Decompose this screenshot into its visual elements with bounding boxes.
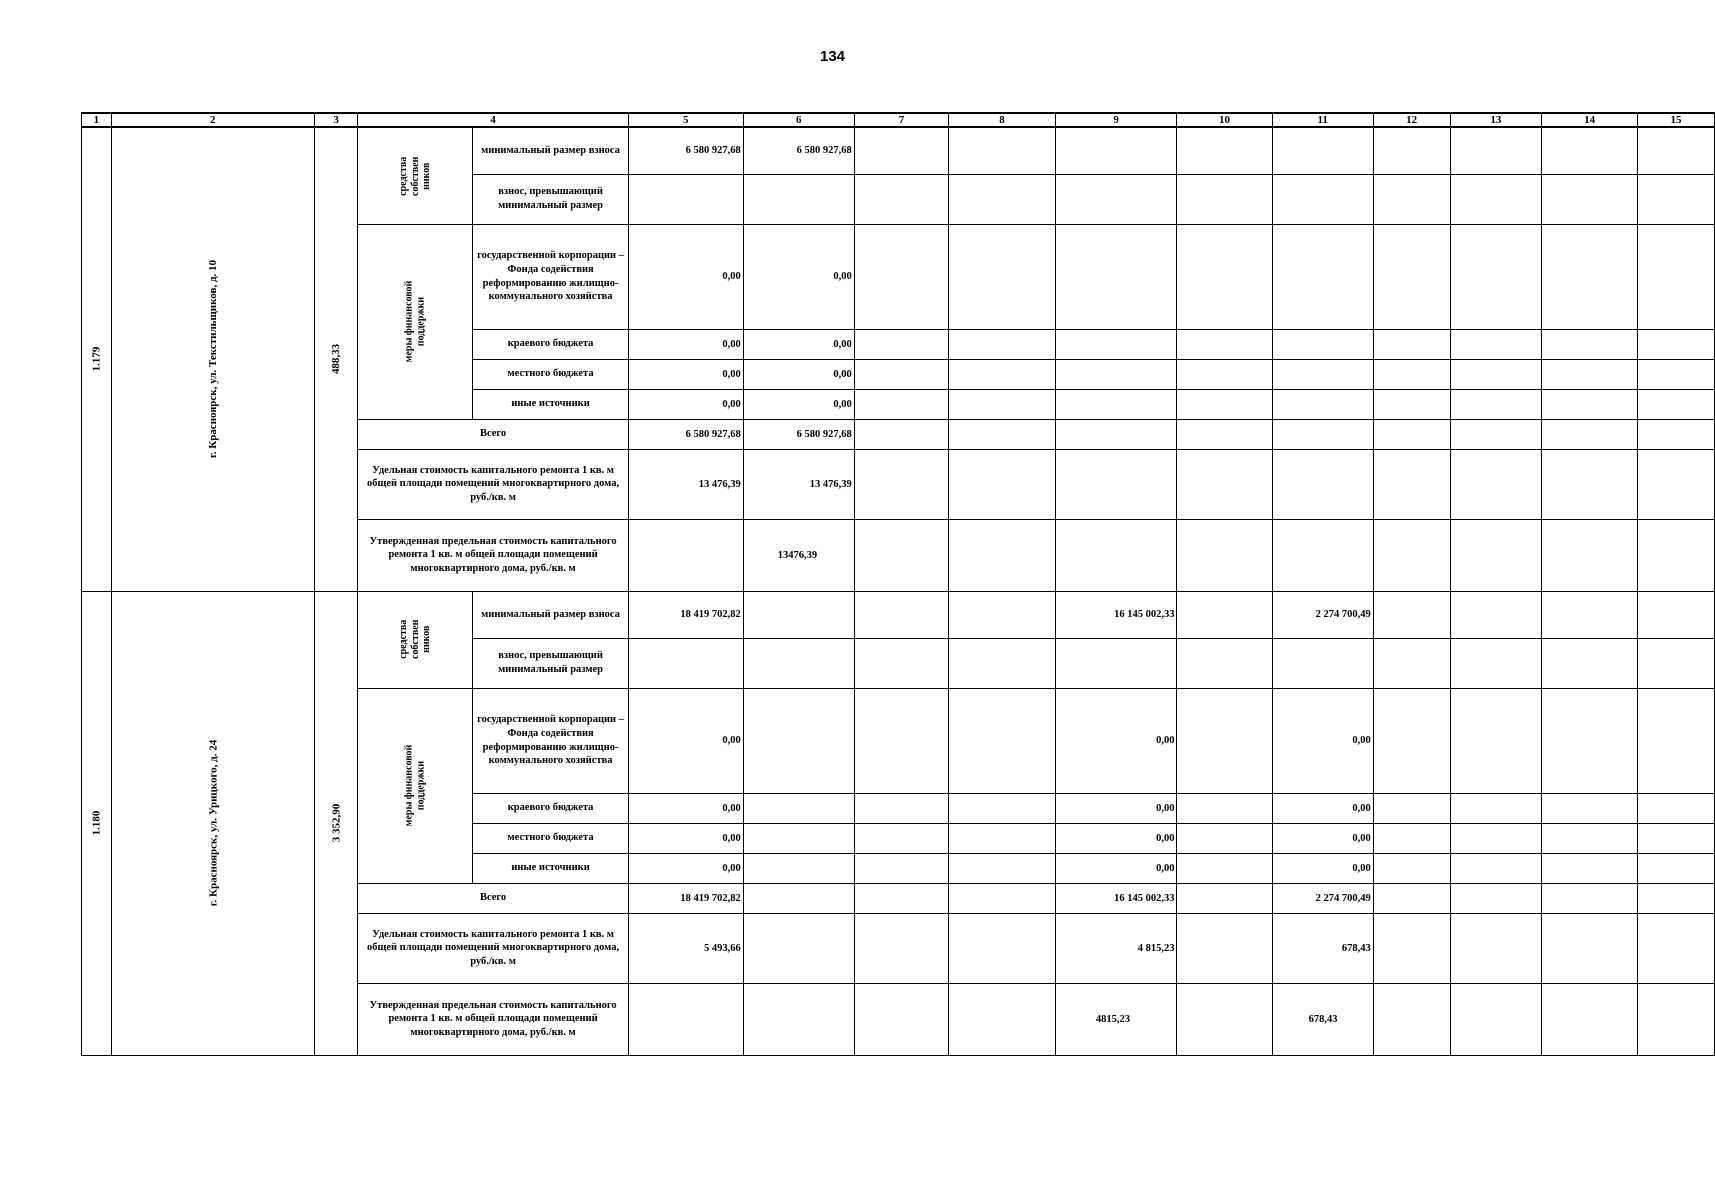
cell-value: 678,43 bbox=[1272, 983, 1373, 1055]
row-label: минимальный размер взноса bbox=[473, 127, 628, 174]
group-support-measures bbox=[358, 224, 473, 419]
cell-value: 0,00 bbox=[1055, 688, 1177, 793]
cell-value: 16 145 002,33 bbox=[1055, 591, 1177, 638]
cell-value: 0,00 bbox=[1272, 793, 1373, 823]
cell-value: 6 580 927,68 bbox=[628, 419, 743, 449]
col-header: 3 bbox=[314, 113, 358, 127]
cell-value: 0,00 bbox=[743, 389, 854, 419]
row-label: Утвержденная предельная стоимость капитального ремонта 1 кв. м общей площади помещений многоквартирного дома, руб./кв. м bbox=[358, 983, 628, 1055]
table-row bbox=[82, 127, 1715, 174]
cell-value: 16 145 002,33 bbox=[1055, 883, 1177, 913]
cell-value: 0,00 bbox=[1055, 853, 1177, 883]
col-header: 4 bbox=[358, 113, 628, 127]
cell-value: 5 493,66 bbox=[628, 913, 743, 983]
col-header: 11 bbox=[1272, 113, 1373, 127]
cell-value: 0,00 bbox=[628, 688, 743, 793]
cell-value: 0,00 bbox=[743, 359, 854, 389]
row-label: государственной корпорации – Фонда содействия реформированию жилищно-коммунального хозяйства bbox=[473, 224, 628, 329]
cell-value: 0,00 bbox=[628, 224, 743, 329]
group-support-measures bbox=[358, 688, 473, 883]
row-label: Всего bbox=[358, 419, 628, 449]
group-label: средства собствен ников bbox=[398, 619, 433, 660]
row-label: местного бюджета bbox=[473, 359, 628, 389]
area-cell bbox=[314, 127, 358, 591]
col-header: 6 bbox=[743, 113, 854, 127]
cell-value: 0,00 bbox=[1272, 688, 1373, 793]
col-header: 10 bbox=[1177, 113, 1272, 127]
page-number: 134 bbox=[819, 48, 846, 65]
record-number: 1.180 bbox=[90, 810, 103, 836]
address-cell bbox=[111, 127, 314, 591]
row-label: иные источники bbox=[473, 853, 628, 883]
area-cell bbox=[314, 591, 358, 1055]
col-header: 12 bbox=[1373, 113, 1450, 127]
row-label: местного бюджета bbox=[473, 823, 628, 853]
col-header: 8 bbox=[949, 113, 1056, 127]
cell-value: 13476,39 bbox=[743, 519, 854, 591]
row-label: взнос, превышающий минимальный размер bbox=[473, 638, 628, 688]
cell-value: 18 419 702,82 bbox=[628, 883, 743, 913]
row-label: государственной корпорации – Фонда содействия реформированию жилищно-коммунального хозяйства bbox=[473, 688, 628, 793]
row-label: минимальный размер взноса bbox=[473, 591, 628, 638]
cell-value: 0,00 bbox=[743, 224, 854, 329]
cell-value: 6 580 927,68 bbox=[743, 419, 854, 449]
record-area: 488,33 bbox=[330, 344, 343, 375]
col-header: 14 bbox=[1542, 113, 1638, 127]
cell-value: 0,00 bbox=[628, 359, 743, 389]
row-label: Удельная стоимость капитального ремонта 1 кв. м общей площади помещений многоквартирного дома, руб./кв. м bbox=[358, 913, 628, 983]
col-header: 2 bbox=[111, 113, 314, 127]
record-address: г. Красноярск, ул. Урицкого, д. 24 bbox=[206, 739, 219, 907]
capital-repair-table bbox=[81, 112, 1715, 1056]
cell-value: 0,00 bbox=[628, 793, 743, 823]
record-number-cell bbox=[82, 591, 112, 1055]
col-header: 1 bbox=[82, 113, 112, 127]
cell-value: 2 274 700,49 bbox=[1272, 883, 1373, 913]
record-number-cell bbox=[82, 127, 112, 591]
table-row bbox=[82, 591, 1715, 638]
cell-value: 6 580 927,68 bbox=[743, 127, 854, 174]
col-header: 13 bbox=[1450, 113, 1542, 127]
cell-value: 0,00 bbox=[628, 823, 743, 853]
cell-value: 0,00 bbox=[1055, 793, 1177, 823]
record-number: 1.179 bbox=[90, 346, 103, 372]
cell-value: 18 419 702,82 bbox=[628, 591, 743, 638]
cell-value: 13 476,39 bbox=[628, 449, 743, 519]
cell-value: 2 274 700,49 bbox=[1272, 591, 1373, 638]
cell-value: 0,00 bbox=[628, 329, 743, 359]
row-label: Всего bbox=[358, 883, 628, 913]
row-label: взнос, превышающий минимальный размер bbox=[473, 174, 628, 224]
cell-value: 4815,23 bbox=[1055, 983, 1177, 1055]
address-cell bbox=[111, 591, 314, 1055]
cell-value: 4 815,23 bbox=[1055, 913, 1177, 983]
row-label: Удельная стоимость капитального ремонта 1 кв. м общей площади помещений многоквартирного дома, руб./кв. м bbox=[358, 449, 628, 519]
group-label: меры финансовой поддержки bbox=[403, 280, 427, 363]
row-label: иные источники bbox=[473, 389, 628, 419]
col-header: 7 bbox=[854, 113, 948, 127]
col-header: 5 bbox=[628, 113, 743, 127]
cell-value: 0,00 bbox=[1272, 823, 1373, 853]
cell-value: 13 476,39 bbox=[743, 449, 854, 519]
cell-value: 0,00 bbox=[1272, 853, 1373, 883]
column-header-row bbox=[82, 113, 1715, 127]
cell-value: 0,00 bbox=[628, 853, 743, 883]
row-label: краевого бюджета bbox=[473, 793, 628, 823]
record-address: г. Красноярск, ул. Текстильщиков, д. 10 bbox=[206, 260, 219, 459]
record-area: 3 352,90 bbox=[330, 803, 343, 843]
row-label: Утвержденная предельная стоимость капитального ремонта 1 кв. м общей площади помещений многоквартирного дома, руб./кв. м bbox=[358, 519, 628, 591]
group-label: средства собствен ников bbox=[398, 156, 433, 196]
cell-value: 6 580 927,68 bbox=[628, 127, 743, 174]
cell-value: 678,43 bbox=[1272, 913, 1373, 983]
row-label: краевого бюджета bbox=[473, 329, 628, 359]
col-header: 15 bbox=[1638, 113, 1715, 127]
cell-value: 0,00 bbox=[743, 329, 854, 359]
group-owners-funds bbox=[358, 127, 473, 224]
group-label: меры финансовой поддержки bbox=[403, 744, 427, 827]
cell-value: 0,00 bbox=[628, 389, 743, 419]
col-header: 9 bbox=[1055, 113, 1177, 127]
cell-value: 0,00 bbox=[1055, 823, 1177, 853]
group-owners-funds bbox=[358, 591, 473, 688]
